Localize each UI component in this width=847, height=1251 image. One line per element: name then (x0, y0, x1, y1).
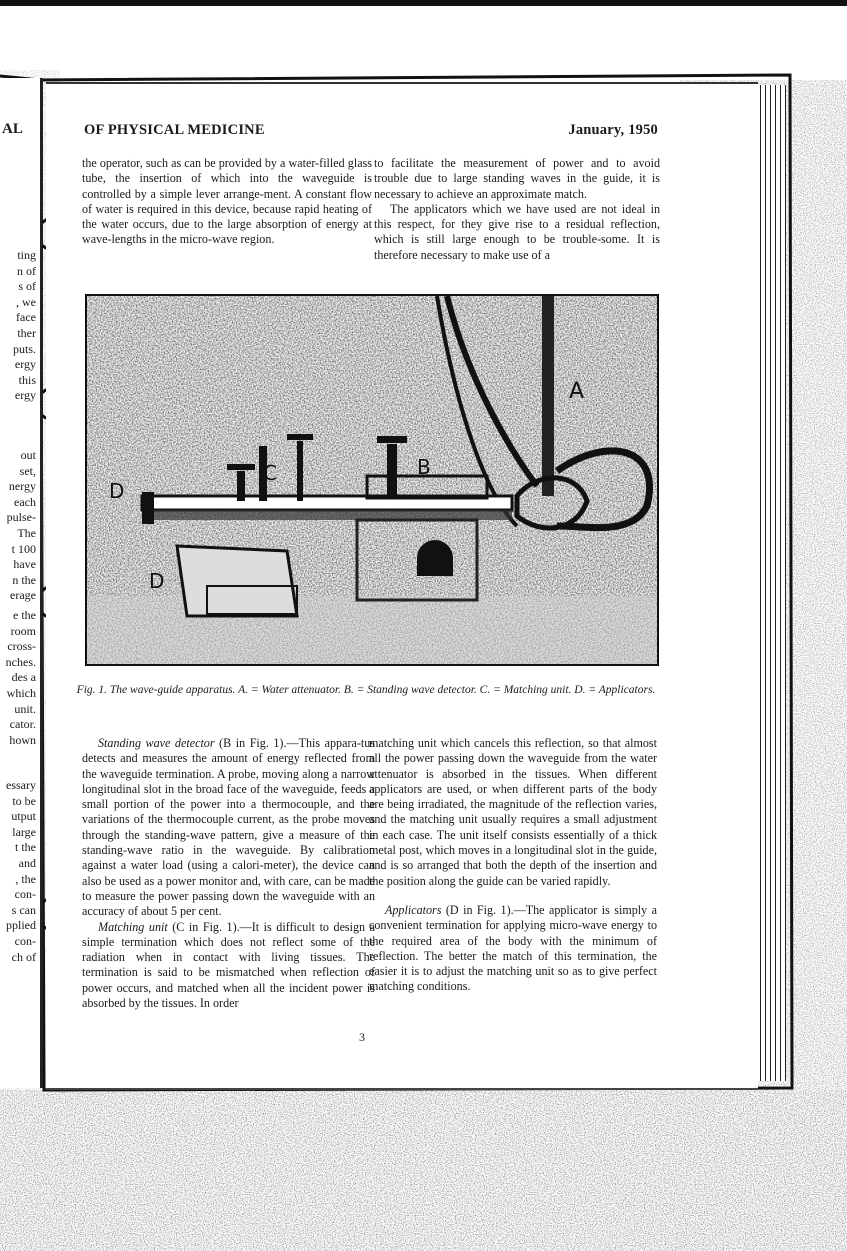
adjacent-page-text-fragment: nergy (8, 479, 36, 494)
paragraph: matching unit which cancels this reflection, so that almost all the power passing down the waveguide from the water attenuator is absorbed in the tissues. When different applicators are used, or when different parts of the body are being irradiated, the magnitude of the reflection varies, and the matching unit usually requires a small adjustment in each case. The unit itself consists essentially of a thick metal post, which moves in a longitudinal slot in the guide, and is so arranged that both the depth of the insertion and the position along the guide can be varied rapidly. (369, 736, 657, 888)
paragraph-text: —The applicator is simply a convenient termination for applying micro-wave energy to the required area of the body with the minimum of reflection. The better the match of this termination, the easier it is to adjust the matching unit so as to give perfect matching conditions. (369, 902, 658, 994)
caption-label: Fig. 1. (76, 684, 108, 696)
adjacent-page-text-fragment: which (6, 686, 36, 700)
page-number: 3 (359, 1030, 365, 1044)
adjacent-page-text-fragment: nches. (5, 654, 36, 669)
figure-label-d: D (109, 479, 125, 503)
adjacent-page-text-fragment: cator. (9, 717, 36, 732)
adjacent-page-text-fragment: , the (15, 871, 36, 886)
adjacent-page-text-fragment: The (17, 526, 36, 540)
section-heading: Standing wave detector (98, 736, 215, 750)
adjacent-page-text-fragment: pplied (6, 918, 36, 933)
adjacent-page-text-fragment: n of (17, 263, 36, 278)
section-heading: Applicators (385, 902, 442, 917)
figure-photo (85, 294, 659, 666)
figure-label-b: B (417, 455, 431, 479)
adjacent-page-text-fragment: utput (11, 809, 36, 824)
adjacent-page-text-fragment: ch of (11, 949, 36, 964)
running-head-title: OF PHYSICAL MEDICINE (84, 122, 265, 138)
adjacent-page-text-fragment: con- (14, 887, 36, 902)
adjacent-page-text-fragment: ergy (14, 388, 36, 403)
adjacent-page (0, 78, 43, 1088)
figure-label-c: C (263, 461, 277, 485)
adjacent-page-text-fragment: pulse- (6, 510, 36, 525)
adjacent-page-text-fragment: essary (6, 778, 36, 792)
figure-label-d: D (149, 569, 165, 593)
adjacent-page-text-fragment: ergy (14, 357, 36, 372)
adjacent-page-text-fragment: erage (10, 588, 36, 603)
adjacent-page-text-fragment: s of (18, 279, 36, 294)
adjacent-page-text-fragment: , we (16, 294, 36, 309)
adjacent-page-text-fragment: and (18, 856, 36, 870)
running-head-date: January, 1950 (568, 122, 658, 138)
adjacent-page-text-fragment: have (13, 557, 36, 572)
paragraph-text: —It is difficult to design a simple termination which does not reflect some of the radiation when in contact with living tissues. The termination is said to be mismatched when reflection of power occurs, and matched when all the incident power is absorbed by the tissues. In order (82, 919, 376, 1011)
paragraph-text: —This appara-tus detects and measures the amount of energy reflected from the waveguide termination. A probe, moving along a narrow longitudinal slot in the broad face of the waveguide, feeds a small portion of the power into a thermocouple, and the variations of the thermocouple current, as the probe moves through the standing-wave pattern, give a measure of the standing-wave ratio in the waveguide. By calibration against a water load (using a calori-meter), the device can also be used as a power monitor and, with care, can be made to measure the power passing down the waveguide with an accuracy of about 5 per cent. (82, 736, 376, 919)
adjacent-page-text-fragment: face (16, 310, 36, 325)
adjacent-page-text-fragment: room (10, 623, 36, 638)
section-heading-ref: (C in Fig. 1). (172, 919, 240, 934)
section-heading: Matching unit (98, 919, 168, 934)
column-top-left (82, 156, 372, 248)
adjacent-page-text-fragment: to be (12, 793, 36, 808)
adjacent-page-text-fragment: large (12, 824, 36, 839)
adjacent-page-text-fragment: unit. (14, 701, 36, 716)
adjacent-page-text-fragment: this (18, 372, 36, 387)
figure-caption (76, 684, 656, 697)
adjacent-page-text-fragment: t the (15, 840, 36, 855)
figure-label-a: A (569, 379, 585, 404)
paragraph (82, 736, 375, 920)
adjacent-page-text-fragment: s can (11, 902, 36, 917)
adjacent-page-text-fragment: n the (12, 572, 36, 587)
column-bottom-right (369, 736, 657, 995)
adjacent-page-text-fragment: each (14, 494, 36, 509)
journal-page (46, 82, 758, 1090)
adjacent-page-text-fragment: hown (9, 732, 36, 747)
column-bottom-left (82, 736, 375, 1011)
caption-text: The wave-guide apparatus. A. = Water attenuator. B. = Standing wave detector. C. = Matching unit. D. = Applicators. (109, 684, 656, 696)
adjacent-page-text-fragment: t 100 (11, 541, 36, 556)
adjacent-page-text-fragment: ting (17, 248, 36, 262)
page-edges (758, 85, 786, 1081)
adjacent-page-text-fragment: e the (13, 608, 36, 622)
paragraph (369, 903, 657, 995)
section-heading-ref: (B in Fig. 1). (219, 736, 287, 750)
adjacent-page-text-fragment: con- (14, 934, 36, 948)
adjacent-page-header: AL (2, 121, 23, 137)
paragraph (82, 920, 375, 1012)
paragraph: the operator, such as can be provided by a water-filled glass tube, the insertion of which into the waveguide is controlled by a simple lever arrange-ment. A constant flow of water is required in this device, because rapid heating of the water occurs, due to the large absorption of energy at wave-lengths in the micro-wave region. (82, 156, 372, 247)
column-top-right (374, 156, 660, 263)
adjacent-page-text-fragment: out (20, 448, 36, 462)
apparatus-photo (87, 296, 657, 664)
paragraph: to facilitate the measurement of power and to avoid trouble due to large standing waves in the guide, it is necessary to achieve an approximate match. (374, 156, 660, 201)
adjacent-page-text-fragment: puts. (12, 341, 36, 356)
paragraph: The applicators which we have used are not ideal in this respect, for they give rise to a residual reflection, which is still large enough to be trouble-some. It is therefore necessary to make use of a (374, 201, 660, 262)
adjacent-page-text-fragment: ther (17, 326, 36, 340)
adjacent-page-text-fragment: cross- (7, 639, 36, 654)
section-heading-ref: (D in Fig. 1). (445, 902, 514, 917)
adjacent-page-text-fragment: des a (11, 670, 36, 685)
adjacent-page-text-fragment: set, (19, 463, 36, 478)
